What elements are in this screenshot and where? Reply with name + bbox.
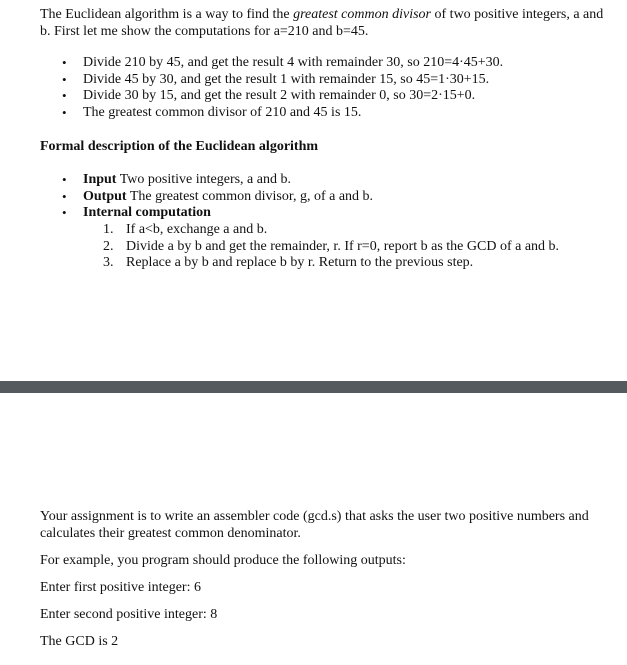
intro-emphasis: greatest common divisor: [293, 7, 432, 22]
step-text: Replace a by b and replace b by r. Return to the previous step.: [126, 255, 474, 270]
section-heading: Formal description of the Euclidean algorithm: [40, 139, 319, 154]
bullet-icon: •: [62, 188, 67, 204]
example-intro: For example, you program should produce the following outputs:: [40, 553, 406, 568]
assignment-section: [40, 508, 610, 650]
output-line-2: Enter second positive integer: 8: [40, 607, 218, 622]
algorithm-steps: [103, 222, 603, 272]
computation-text: Divide 210 by 45, and get the result 4 with remainder 30, so 210=4·45+30.: [83, 55, 504, 70]
step-text: Divide a by b and get the remainder, r. If r=0, report b as the GCD of a and b.: [126, 238, 560, 254]
intro-paragraph: [40, 6, 610, 40]
step-number: 3.: [103, 255, 114, 270]
page-divider: [0, 381, 627, 393]
bullet-icon: •: [62, 88, 67, 103]
step-number: 2.: [103, 238, 114, 254]
computation-text: Divide 45 by 30, and get the result 1 with remainder 15, so 45=1·30+15.: [83, 71, 490, 87]
step-item: [103, 222, 603, 239]
intro-text-start: The Euclidean algorithm is a way to find the: [40, 7, 294, 22]
list-item: [62, 105, 602, 122]
output-text: The greatest common divisor, g, of a and b.: [126, 188, 374, 204]
step-text: If a<b, exchange a and b.: [126, 222, 268, 237]
list-item-internal: [62, 205, 602, 222]
internal-label: Internal computation: [83, 205, 211, 220]
bullet-icon: •: [62, 205, 67, 220]
list-item-input: [62, 172, 602, 189]
list-item: [62, 88, 602, 105]
step-item: [103, 239, 603, 256]
bullet-icon: •: [62, 71, 67, 87]
computation-list: [62, 55, 602, 121]
input-label: Input: [83, 172, 117, 187]
list-item: [62, 55, 602, 72]
bullet-icon: •: [62, 55, 67, 70]
bullet-icon: •: [62, 104, 67, 120]
bullet-icon: •: [62, 172, 67, 187]
output-line-1: Enter first positive integer: 6: [40, 580, 201, 595]
formal-description-list: [62, 172, 602, 222]
output-line-3: The GCD is 2: [40, 634, 119, 649]
intro-text-end: of two positive integers, a and b. First let me show the computations for a=210 and b=45.: [40, 7, 604, 39]
list-item-output: [62, 189, 602, 206]
computation-text: Divide 30 by 15, and get the result 2 with remainder 0, so 30=2·15+0.: [83, 88, 476, 103]
step-item: [103, 255, 603, 272]
list-item: [62, 72, 602, 89]
computation-text: The greatest common divisor of 210 and 45 is 15.: [83, 104, 362, 120]
input-text: Two positive integers, a and b.: [116, 172, 291, 187]
assignment-paragraph: Your assignment is to write an assembler code (gcd.s) that asks the user two positive numbers and calculates their greatest common denominator.: [40, 509, 589, 541]
output-label: Output: [83, 188, 127, 204]
step-number: 1.: [103, 222, 114, 237]
